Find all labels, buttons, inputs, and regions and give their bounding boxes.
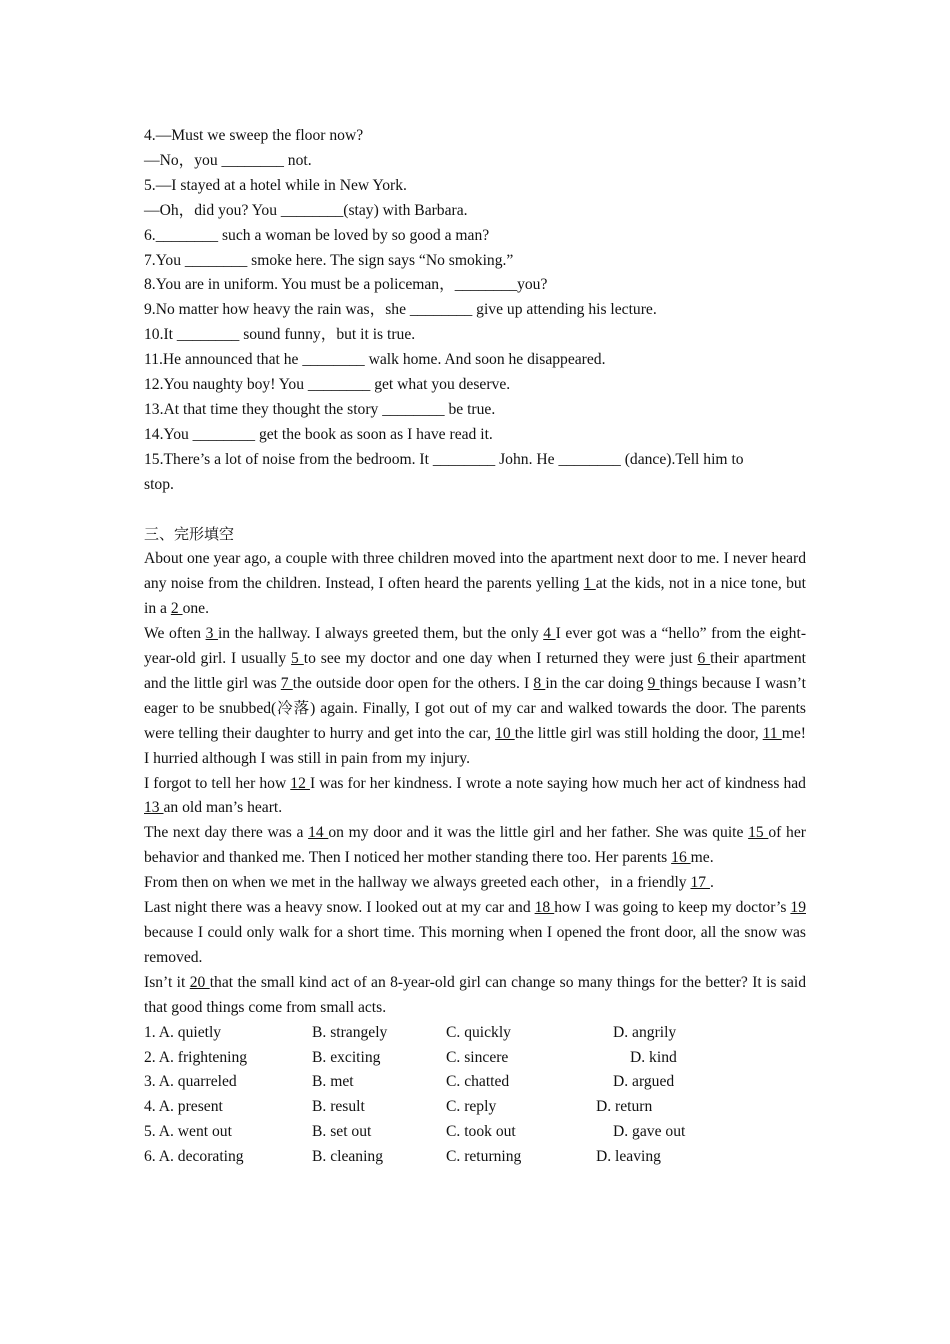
option-c: C. reply xyxy=(446,1098,497,1116)
blank-6: 6 xyxy=(697,650,711,668)
blank-9: 9 xyxy=(647,674,660,692)
option-row xyxy=(144,1021,806,1046)
blank-12: 12 xyxy=(290,774,310,792)
answer-options xyxy=(144,1021,806,1170)
option-a: 1. A. quietly xyxy=(144,1023,222,1041)
section-heading: 三、完形填空 xyxy=(144,525,235,544)
passage-paragraph: About one year ago, a couple with three children moved into the apartment next door to me. I never heard any noise from the children. Instead, I often heard the parents yelling 1 at the kids, not in a nice tone, but in a 2 one. xyxy=(144,550,806,618)
option-c: C. sincere xyxy=(446,1048,509,1066)
option-b: B. cleaning xyxy=(312,1148,384,1166)
blank-17: 17 xyxy=(690,874,710,892)
passage-paragraph: Isn’t it 20 that the small kind act of an 8-year-old girl can change so many things for the better? It is said that good things come from small acts. xyxy=(144,973,806,1016)
option-a: 2. A. frightening xyxy=(144,1048,248,1066)
option-row xyxy=(144,1046,806,1071)
blank-1: 1 xyxy=(583,575,596,593)
question-15-line: 15.There’s a lot of noise from the bedroom. It ________ John. He ________ (dance).Tell him to xyxy=(144,450,744,468)
question-line: 9.No matter how heavy the rain was，she ________ give up attending his lecture. xyxy=(144,301,657,319)
option-d: D. kind xyxy=(630,1048,677,1066)
question-line: 4.—Must we sweep the floor now? xyxy=(144,127,364,144)
blank-2: 2 xyxy=(170,600,183,618)
passage-paragraph: The next day there was a 14 on my door and it was the little girl and her father. She was quite 15 of her behavior and thanked me. Then I noticed her mother standing there too. Her parents 16 me. xyxy=(144,824,806,867)
question-line: 13.At that time they thought the story ________ be true. xyxy=(144,400,496,418)
question-line: —No，you ________ not. xyxy=(144,151,312,169)
option-d: D. gave out xyxy=(613,1123,686,1141)
option-row xyxy=(144,1070,806,1095)
option-row xyxy=(144,1120,806,1145)
blank-18: 18 xyxy=(534,899,555,917)
option-c: C. took out xyxy=(446,1123,516,1141)
passage-paragraph: From then on when we met in the hallway we always greeted each other，in a friendly 17 . xyxy=(144,874,714,892)
option-b: B. exciting xyxy=(312,1048,381,1066)
question-line: 14.You ________ get the book as soon as I have read it. xyxy=(144,425,493,443)
blank-10: 10 xyxy=(495,724,515,742)
question-line: 6.________ such a woman be loved by so good a man? xyxy=(144,226,490,244)
option-a: 5. A. went out xyxy=(144,1123,232,1141)
blank-7: 7 xyxy=(280,674,293,692)
option-c: C. quickly xyxy=(446,1023,511,1041)
passage-paragraph: We often 3 in the hallway. I always greeted them, but the only 4 I ever got was a “hello” from the eight-year-old girl. I usually 5 to see my doctor and one day when I returned they were just 6 their apartment and the little girl was 7 the outside door open for the others. I 8 in the car doing 9 things because I wasn’t eager to be snubbed(冷落) again. Finally, I got out of my car and walked towards the door. The parents were telling their daughter to hurry and get into the car, 10 the little girl was still holding the door, 11 me! I hurried although I was still in pain from my injury. xyxy=(144,625,807,767)
blank-14: 14 xyxy=(308,824,329,842)
exercise-questions xyxy=(144,124,806,498)
question-15-continuation: stop. xyxy=(144,475,174,493)
spacer xyxy=(144,498,806,523)
passage-paragraph: I forgot to tell her how 12 I was for her kindness. I wrote a note saying how much her act of kindness had 13 an old man’s heart. xyxy=(144,774,806,817)
question-line: 5.—I stayed at a hotel while in New York. xyxy=(144,176,407,194)
blank-11: 11 xyxy=(762,724,782,742)
option-b: B. strangely xyxy=(312,1023,388,1041)
blank-19: 19 xyxy=(790,899,806,917)
option-a: 6. A. decorating xyxy=(144,1148,244,1166)
option-d: D. return xyxy=(596,1098,653,1116)
option-c: C. chatted xyxy=(446,1073,510,1091)
blank-5: 5 xyxy=(291,650,304,668)
option-d: D. angrily xyxy=(613,1023,677,1041)
question-line: 12.You naughty boy! You ________ get what you deserve. xyxy=(144,376,511,394)
document-page xyxy=(144,124,806,1170)
option-a: 3. A. quarreled xyxy=(144,1073,237,1091)
question-line: 11.He announced that he ________ walk home. And soon he disappeared. xyxy=(144,351,606,369)
blank-13: 13 xyxy=(144,799,164,817)
option-b: B. met xyxy=(312,1073,354,1091)
blank-3: 3 xyxy=(205,625,218,643)
question-line: 10.It ________ sound funny，but it is true. xyxy=(144,326,416,344)
option-b: B. set out xyxy=(312,1123,372,1141)
question-line: —Oh，did you? You ________(stay) with Barbara. xyxy=(144,201,468,219)
blank-15: 15 xyxy=(748,824,769,842)
question-line: 8.You are in uniform. You must be a policeman，________you? xyxy=(144,276,548,294)
blank-8: 8 xyxy=(533,674,546,692)
option-row xyxy=(144,1145,806,1170)
blank-4: 4 xyxy=(543,625,556,643)
blank-20: 20 xyxy=(189,973,210,991)
blank-16: 16 xyxy=(671,849,691,867)
option-d: D. leaving xyxy=(596,1148,661,1166)
option-d: D. argued xyxy=(613,1073,675,1091)
passage-paragraph: Last night there was a heavy snow. I looked out at my car and 18 how I was going to keep my doctor’s 19 because I could only walk for a short time. This morning when I opened the front door, all the snow was removed. xyxy=(144,899,806,966)
option-c: C. returning xyxy=(446,1148,522,1166)
question-line: 7.You ________ smoke here. The sign says “No smoking.” xyxy=(144,251,514,269)
option-a: 4. A. present xyxy=(144,1098,223,1116)
option-b: B. result xyxy=(312,1098,365,1116)
cloze-passage xyxy=(144,547,806,1020)
option-row xyxy=(144,1095,806,1120)
